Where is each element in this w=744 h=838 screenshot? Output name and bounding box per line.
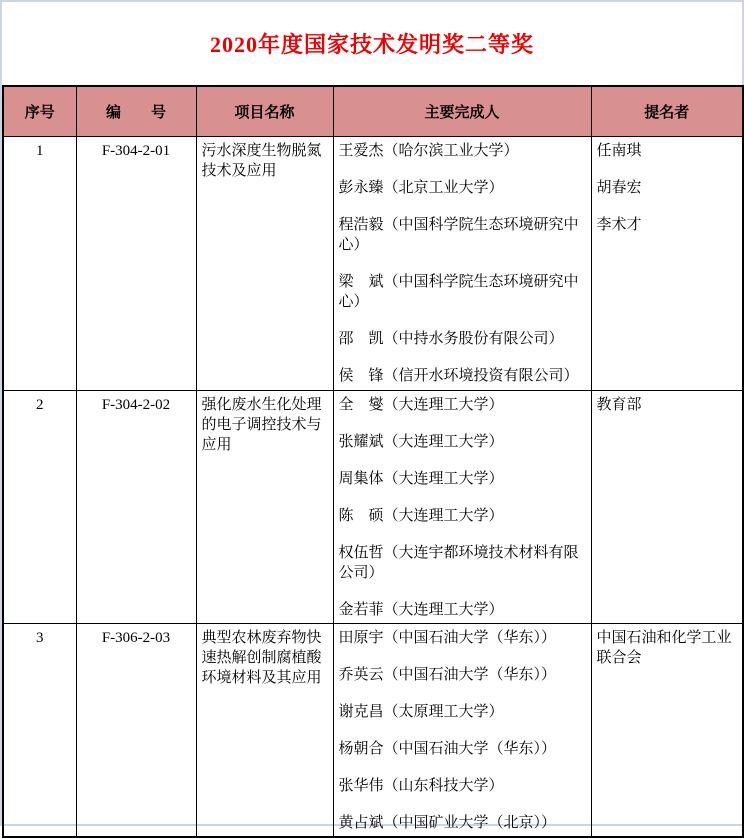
header-row — [3, 86, 743, 136]
completer-item: 黄占斌（中国矿业大学（北京）） — [338, 814, 557, 831]
page-title: 2020年度国家技术发明奖二等奖 — [209, 32, 534, 57]
project-name-cell: 典型农林废弃物快速热解创制腐植酸环境材料及其应用 — [196, 623, 333, 837]
project-name-cell: 污水深度生物脱氮技术及应用 — [196, 136, 333, 390]
completer-item: 彭永臻（北京工业大学） — [338, 179, 504, 196]
completer-item: 全 燮（大连理工大学） — [338, 396, 504, 413]
serial-cell: 3 — [3, 623, 76, 837]
completer-item: 张华伟（山东科技大学） — [338, 777, 504, 794]
completer-item: 王爱杰（哈尔滨工业大学） — [338, 142, 519, 159]
award-row — [3, 136, 743, 390]
column-header-serial: 序号 — [3, 86, 76, 136]
completer-item: 田原宇（中国石油大学（华东）） — [338, 629, 557, 646]
completer-item: 谢克昌（太原理工大学） — [338, 703, 504, 720]
completer-item: 邵 凯（中持水务股份有限公司） — [338, 330, 564, 347]
awards-table — [2, 85, 744, 838]
completer-item: 程浩毅（中国科学院生态环境研究中心） — [338, 216, 579, 253]
title-band — [2, 2, 742, 85]
completer-item: 权伍哲（大连宇都环境技术材料有限公司） — [338, 544, 579, 581]
nominator-item: 中国石油和化学工业联合会 — [596, 629, 732, 666]
column-header-nominator: 提名者 — [591, 86, 743, 136]
column-header-code: 编 号 — [76, 86, 196, 136]
nominator-cell — [591, 390, 743, 623]
serial-cell: 1 — [3, 136, 76, 390]
award-row — [3, 390, 743, 623]
column-header-main-completers: 主要完成人 — [333, 86, 591, 136]
award-row — [3, 623, 743, 837]
nominator-item: 任南琪 — [596, 142, 642, 159]
code-cell: F-304-2-02 — [76, 390, 196, 623]
nominator-item: 胡春宏 — [596, 179, 642, 196]
completer-item: 金若菲（大连理工大学） — [338, 601, 504, 618]
serial-cell: 2 — [3, 390, 76, 623]
completers-cell — [333, 136, 591, 390]
completer-item: 梁 斌（中国科学院生态环境研究中心） — [338, 273, 579, 310]
completer-item: 张耀斌（大连理工大学） — [338, 433, 504, 450]
completer-item: 侯 锋（信开水环境投资有限公司） — [338, 367, 579, 384]
completer-item: 乔英云（中国石油大学（华东）） — [338, 666, 557, 683]
nominator-cell — [591, 136, 743, 390]
completer-item: 周集体（大连理工大学） — [338, 470, 504, 487]
project-name-cell: 强化废水生化处理的电子调控技术与应用 — [196, 390, 333, 623]
column-header-project-name: 项目名称 — [196, 86, 333, 136]
nominator-item: 李术才 — [596, 216, 642, 233]
completers-cell — [333, 623, 591, 837]
completers-cell — [333, 390, 591, 623]
nominator-item: 教育部 — [596, 396, 642, 413]
completer-item: 陈 硕（大连理工大学） — [338, 507, 504, 524]
completer-item: 杨朝合（中国石油大学（华东）） — [338, 740, 557, 757]
code-cell: F-306-2-03 — [76, 623, 196, 837]
code-cell: F-304-2-01 — [76, 136, 196, 390]
nominator-cell — [591, 623, 743, 837]
